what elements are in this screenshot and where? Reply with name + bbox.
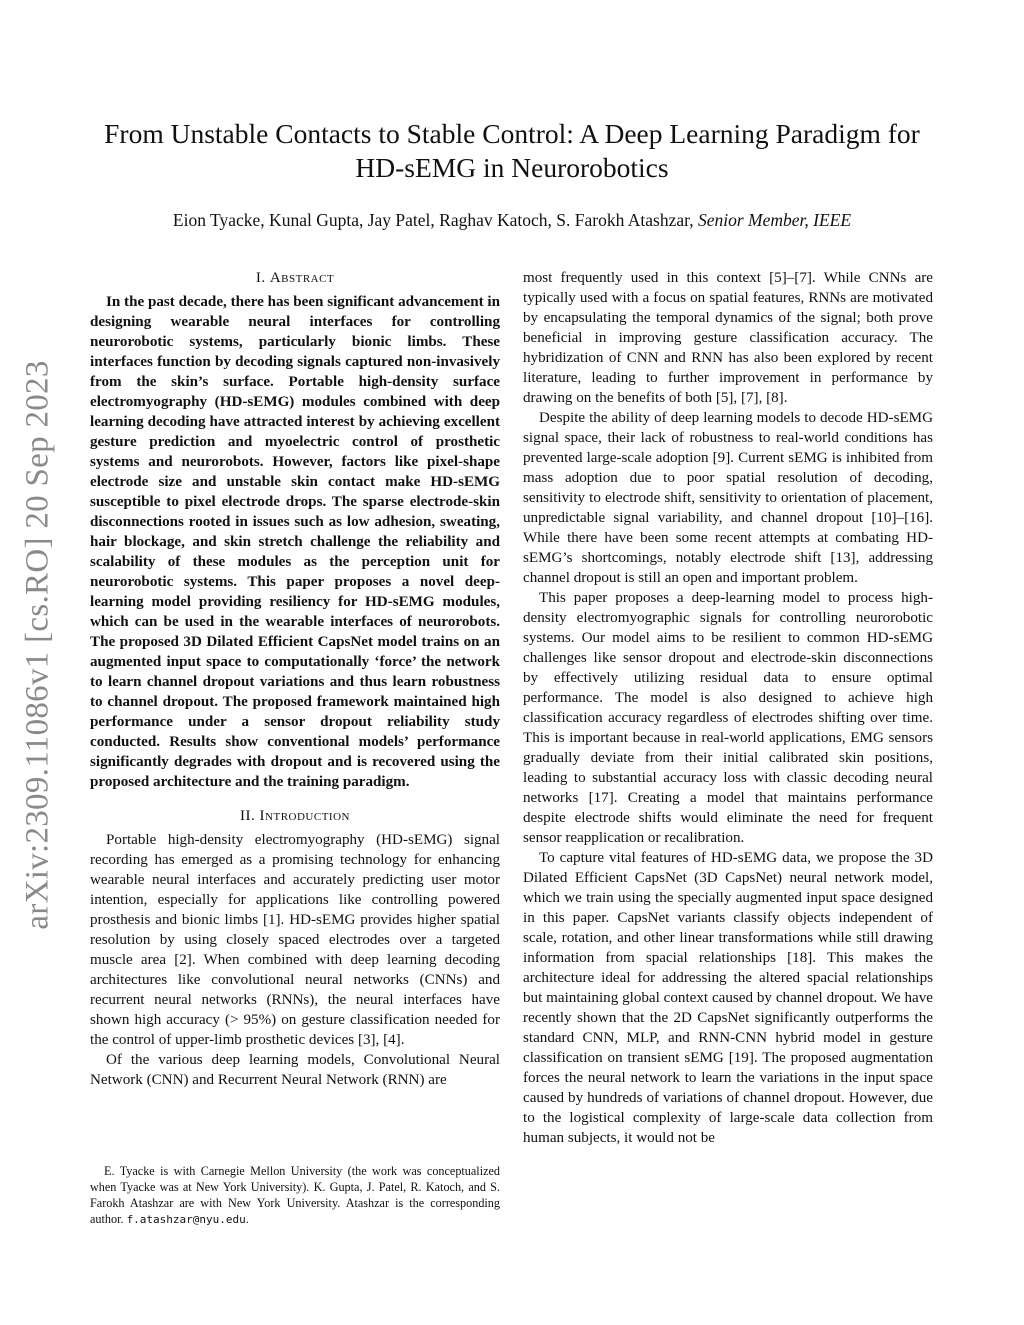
footnote-text: E. Tyacke is with Carnegie Mellon University (the work was conceptualized when Tyacke was at New York University). K. Gupta, J. Patel, R. Katoch, and S. Farokh Atashzar are with New York University. Atashzar is the corresponding author.	[90, 1164, 500, 1226]
right-paragraph-1: most frequently used in this context [5]–[7]. While CNNs are typically used with a focus on spatial features, RNNs are motivated by encapsulating the temporal dynamics of the signal; both prove beneficial in improving gesture classification accuracy. The hybridization of CNN and RNN has also been explored by recent literature, leading to further improvement in performance by drawing on the benefits of both [5], [7], [8].	[523, 270, 933, 406]
left-column	[90, 268, 500, 1090]
right-paragraph-2: Despite the ability of deep learning models to decode HD-sEMG signal space, their lack of robustness to real-world conditions has prevented large-scale adoption [9]. Current sEMG is inhibited from mass adoption due to poor spatial resolution of decoding, sensitivity to electrode shift, sensitivity to orientation of placement, unpredictable signal variability, and channel dropout [10]–[16]. While there have been some recent attempts at combating HD-sEMG’s shortcomings, notably electrode shift [13], addressing channel dropout is still an open and important problem.	[523, 410, 933, 586]
abstract-heading	[90, 268, 500, 288]
intro-paragraph-2: Of the various deep learning models, Convolutional Neural Network (CNN) and Recurrent Neural Network (RNN) are	[90, 1052, 500, 1088]
right-column	[523, 268, 933, 1148]
title-line-2: HD-sEMG in Neurorobotics	[355, 152, 669, 183]
author-names: Eion Tyacke, Kunal Gupta, Jay Patel, Raghav Katoch, S. Farokh Atashzar,	[172, 210, 694, 230]
title-line-1: From Unstable Contacts to Stable Control: A Deep Learning Paradigm for	[104, 118, 920, 149]
right-paragraph-4: To capture vital features of HD-sEMG data, we propose the 3D Dilated Efficient CapsNet (3D CapsNet) neural network model, which we train using the specially augmented input space designed in this paper. CapsNet variants classify objects independent of scale, rotation, and other linear transformations while still drawing information from spacial relationships [18]. This makes the architecture ideal for addressing the altered spacial relationships but maintaining global context caused by channel dropout. We have recently shown that the 2D CapsNet significantly outperforms the standard CNN, MLP, and RNN-CNN hybrid model in gesture classification on transient sEMG [19]. The proposed augmentation forces the neural network to learn the variations in the input space caused by hundreds of variations of channel dropout. However, due to the logistical complexity of large-scale data collection from human subjects, it would not be	[523, 850, 933, 1146]
intro-heading	[90, 806, 500, 826]
arxiv-stamp	[18, 350, 58, 940]
right-paragraph-3: This paper proposes a deep-learning model to process high-density electromyographic signals for controlling neurorobotic systems. Our model aims to be resilient to common HD-sEMG challenges like sensor dropout and electrode-skin disconnections by effectively utilizing residual data to ensure optimal performance. The model is also designed to achieve high classification accuracy regardless of electrodes shifting over time. This is important because in real-world applications, EMG sensors gradually deviate from their initial calibrated skin positions, leading to substantial accuracy loss with classic decoding neural networks [17]. Creating a model that maintains performance despite electrode shifts would eliminate the need for frequent sensor reapplication or recalibration.	[523, 590, 933, 846]
author-footnote: E. Tyacke is with Carnegie Mellon University (the work was conceptualized when Tyacke was at New York University). K. Gupta, J. Patel, R. Katoch, and S. Farokh Atashzar are with New York University. Atashzar is the corresponding author. f.atashzar@nyu.edu.	[90, 1164, 500, 1226]
footnote-email[interactable]: f.atashzar@nyu.edu	[126, 1213, 246, 1226]
arxiv-stamp-text: arXiv:2309.11086v1 [cs.RO] 20 Sep 2023	[19, 360, 56, 930]
author-role: Senior Member, IEEE	[697, 210, 852, 230]
intro-paragraph-1: Portable high-density electromyography (HD-sEMG) signal recording has emerged as a promising technology for enhancing wearable neural interfaces and accurately predicting user motor intention, especially for applications like controlling powered prosthesis and bionic limbs [1]. HD-sEMG provides higher spatial resolution by using closely spaced electrodes over a targeted muscle area [2]. When combined with deep learning decoding architectures like convolutional neural networks (CNNs) and recurrent neural networks (RNNs), the neural interfaces have shown high accuracy (> 95%) on gesture classification needed for the control of upper-limb prosthetic devices [3], [4].	[90, 832, 500, 1048]
intro-title: Introduction	[259, 808, 350, 824]
author-list	[60, 210, 964, 231]
abstract-number: I.	[255, 270, 266, 286]
paper-title	[80, 117, 944, 185]
abstract-title: Abstract	[269, 270, 335, 286]
intro-number: II.	[240, 808, 256, 824]
abstract-body: In the past decade, there has been significant advancement in designing wearable neural interfaces for controlling neurorobotic systems, particularly bionic limbs. These interfaces function by decoding signals captured non-invasively from the skin’s surface. Portable high-density surface electromyography (HD-sEMG) modules combined with deep learning decoding have attracted interest by achieving excellent gesture prediction and myoelectric control of prosthetic systems and neurorobots. However, factors like pixel-shape electrode size and unstable skin contact make HD-sEMG susceptible to pixel electrode drops. The sparse electrode-skin disconnections rooted in issues such as low adhesion, sweating, hair blockage, and skin stretch challenge the reliability and scalability of these modules as the perception unit for neurorobotic systems. This paper proposes a novel deep-learning model providing resiliency for HD-sEMG modules, which can be used in the wearable interfaces of neurorobots. The proposed 3D Dilated Efficient CapsNet model trains on an augmented input space to computationally ‘force’ the network to learn channel dropout variations and thus learn robustness to channel dropout. The proposed framework maintained high performance under a sensor dropout reliability study conducted. Results show conventional models’ performance significantly degrades with dropout and is recovered using the proposed architecture and the training paradigm.	[90, 294, 500, 790]
